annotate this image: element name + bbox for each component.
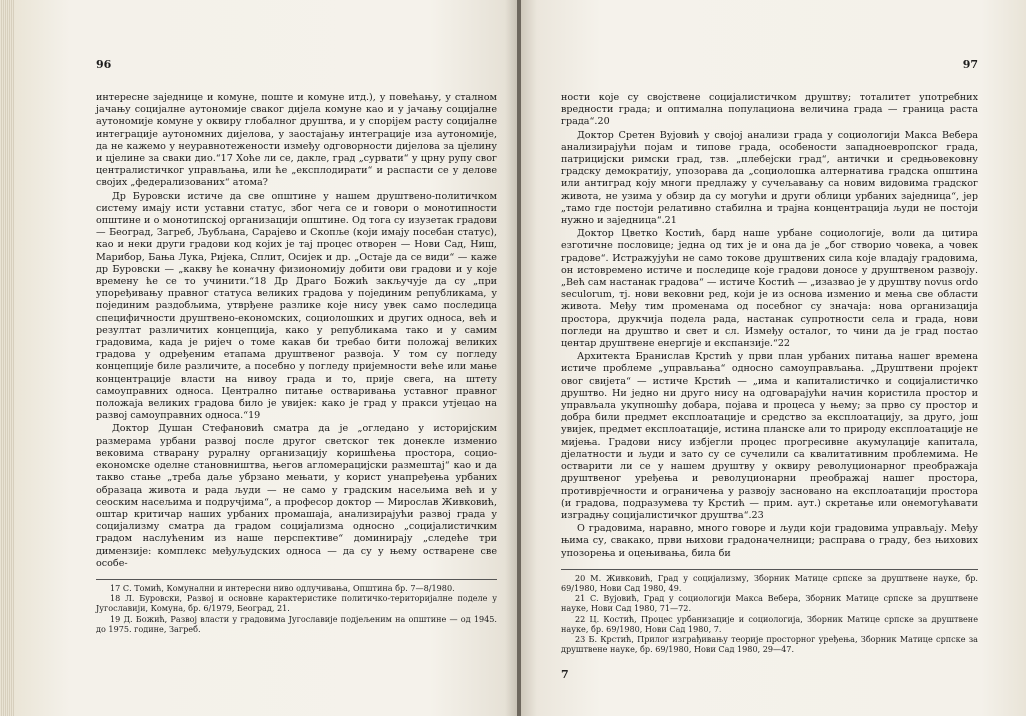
- page-edges: [0, 0, 14, 716]
- paragraph: Доктор Сретен Вујовић у својој анализи града у социологији Макса Вебера анализирајући појам и типове града, особености западноевропског града, патрицијски римски град, тзв. „плебејски град“, антички и средњовековну градску демократију, упозорава да „социолошка алтернатива градска општина или антиград коју многи предлажу у сучељавању са новим видовима градског живота, не узима у обзир да су могући и други облици урбаних заједница“, јер „тамо где постоји релативно стабилна и трајна концентрација људи не постоји нужно и заједница“.21: [561, 129, 978, 227]
- footnote: 19 Д. Божић, Развој власти у градовима Југославије подјељеним на општине — од 1945. до 1975. године, Загреб.: [96, 613, 497, 634]
- paragraph: ности које су својствене социјалистичком друштву; тоталитет употребних вредности града; и оптимална популациона величина града — граница раста града“.20: [561, 92, 978, 128]
- signature-mark: 7: [561, 668, 569, 681]
- page-number-left: 96: [96, 58, 112, 71]
- footnote: 17 С. Томић, Комунални и интересни ниво одлучивања, Општина бр. 7—8/1980.: [110, 582, 455, 593]
- footnote: 20 М. Живковић, Град у социјализму, Зборник Матице српске за друштвене науке, бр. 69/1980, Нови Сад 1980, 49.: [561, 572, 978, 593]
- footnote: 23 Б. Крстић, Прилог изграђивању теорије просторног уређења, Зборник Матице српске за друштвене науке, бр. 69/1980, Нови Сад 1980, 29—47.: [561, 633, 978, 655]
- paragraph: О градовима, наравно, много говоре и људи који градовима управљају. Међу њима су, свакако, први њихови градоначелници; расправа о граду, без њихових упозорења и оцењивања, била би: [561, 523, 978, 559]
- footnote: 22 Ц. Костић, Процес урбанизације и социологија, Зборник Матице српске за друштвене науке, бр. 69/1980, Нови Сад 1980, 7.: [561, 613, 978, 634]
- footnote: 18 Л. Буровски, Развој и основне карактеристике политичко-територијалне поделе у Југославији, Комуна, бр. 6/1979, Београд, 21.: [96, 593, 497, 614]
- left-footnotes: [96, 579, 497, 634]
- paragraph: интересне заједнице и комуне, поште и комуне итд.), у повећању, у сталном јачању социјалне аутономије сваког дијела комуне као и у јачању социјалне аутономије комуне у оквиру глобалног друштва, и у спорijем расту социјалне интеграције аутономних дијелова, у заостајању интеграције иза аутономије, да не кажемо у неуравнотежености између одговорности дијелова за цјелину и цјелине за сваки дио.“17 Хоће ли се, дакле, град „сурвати“ у црну рупу свог централистичког управљања, или ће „експлодирати“ и распасти се у делове својих „федерализованих“ атома?: [96, 92, 497, 189]
- paragraph: Архитекта Бранислав Крстић у први план урбаних питања нашег времена истиче проблеме „управљања“ односно самоуправљања. „Друштвени пројект овог свијета“ — истиче Крстић — „има и капиталистичко и социјалистичко друштво. Ни једно ни друго нису на одговарајући начин користила простор и управљала укупношћу добара, појава и процеса у њему; за прво су простор и добра били предмет експлоатације и средство за експлоатацију, за друго, још увијек, предмет експлоатације, истина планске али то природу експлоатације не мијења. Градови нису избјегли процес прогресивне акумулације капитала, дјелатности и људи и зато су се сучелили са квалитативним проблемима. Не остварити ли се у нашем друштву у оквиру револуционарног преображаја друштвеног уређења и револуционарни преображај нашег простора, противрјечности и ограничења у развоју засновано на експлоатацији простора (и градова, подразумева ту Крстић — прим. аут.) скретање или онемогућавати изградњу социјалистичког друштва“.23: [561, 351, 978, 521]
- paragraph: Доктор Душан Стефановић сматра да је „огледано у историјским размерама урбани развој после другог светског тек донекле изменио вековима стварану руралну организацију коришћења простора, социо-економске оделне становништва, његов агломерацијски размештај“ као и да такво стање „треба даље убрзано мењати, у корист унапређења урбаних образаца живота и рада људи — не само у градским насељима већ и у сеоским насељима и подручјима“, а професор доктор — Мирослав Живковић, оштар критичар наших урбаних промашаја, анализирајући развој града у социјализму сматра да градом социјализма односно „социјалистичким градом наслућеним из наше перспективе“ доминирају „следеће три димензије: комплекс међуљудских односа — да су у њему остварене све особе-: [96, 423, 497, 569]
- left-body-text: [96, 92, 497, 570]
- right-footnotes: [561, 569, 978, 655]
- paragraph: Др Буровски истиче да све општине у нашем друштвено-политичком систему имају исти уставни статус, због чега се и говори о монотипности општине и о монотипској организацији општине. Од тога су изузетак градови — Београд, Загреб, Љубљана, Сарајево и Скопље (који имају посебан статус), као и неки други градови код којих је тај процес отворен — Нови Сад, Ниш, Марибор, Бања Лука, Ријека, Сплит, Осијек и др. „Остаје да се види“ — каже др Буровски — „какву ће коначну физиономију добити ови градови и у које времену ће се то учинити.“18 Др Драго Божић закључује да су „при упоређивању правног статуса великих градова у појединим републикама, у појединим раздобљима, утврђене разлике које нису увек само последица специфичности друштвено-економских, социолошких и других односа, већ и резултат различитих концепција, како у републикама тако и у самим градовима, када је ријеч о томе какав би требао бити положај великих градова у одређеним етапама друштвеног развоја. У том су погледу концепције биле различите, а посебно у погледу пријемности веће или мање концентрације власти на нивоу града и то, прије свега, на штету самоуправних односа. Централно питање остваривања уставног правног положаја великих градова било је увијек: како је град у пракси утјецао на развој самоуправних односа.“19: [96, 190, 497, 422]
- page-number-right: 97: [962, 58, 978, 71]
- right-page: [521, 0, 1026, 716]
- paragraph: Доктор Цветко Костић, бард наше урбане социологије, воли да цитира езготичне пословице; једна од тих је и она да је „бог створио човека, а човек градове“. Истражујући не само токове друштвених сила које владају градовима, он истовремено истиче и последице које градови доносе у друштвеном развоју. „Већ сам настанак градова“ — истиче Костић — „изазвао је у друштву novus ordo seculorum, тј. нови вековни ред, који је из основа изменио и мења све области живота. Међу тим променама од посебног су значаја: нова организација простора, друкчија подела рада, настанак супротности села и града, нови погледи на друштво и свет и сл. Између осталог, то чини да је град постао центар друштвене енергије и експанзије.“22: [561, 228, 978, 350]
- right-body-text: [561, 92, 978, 560]
- footnote: 21 С. Вујовић, Град у социологији Макса Вебера, Зборник Матице српске за друштвене науке, Нови Сад 1980, 71—72.: [561, 593, 978, 614]
